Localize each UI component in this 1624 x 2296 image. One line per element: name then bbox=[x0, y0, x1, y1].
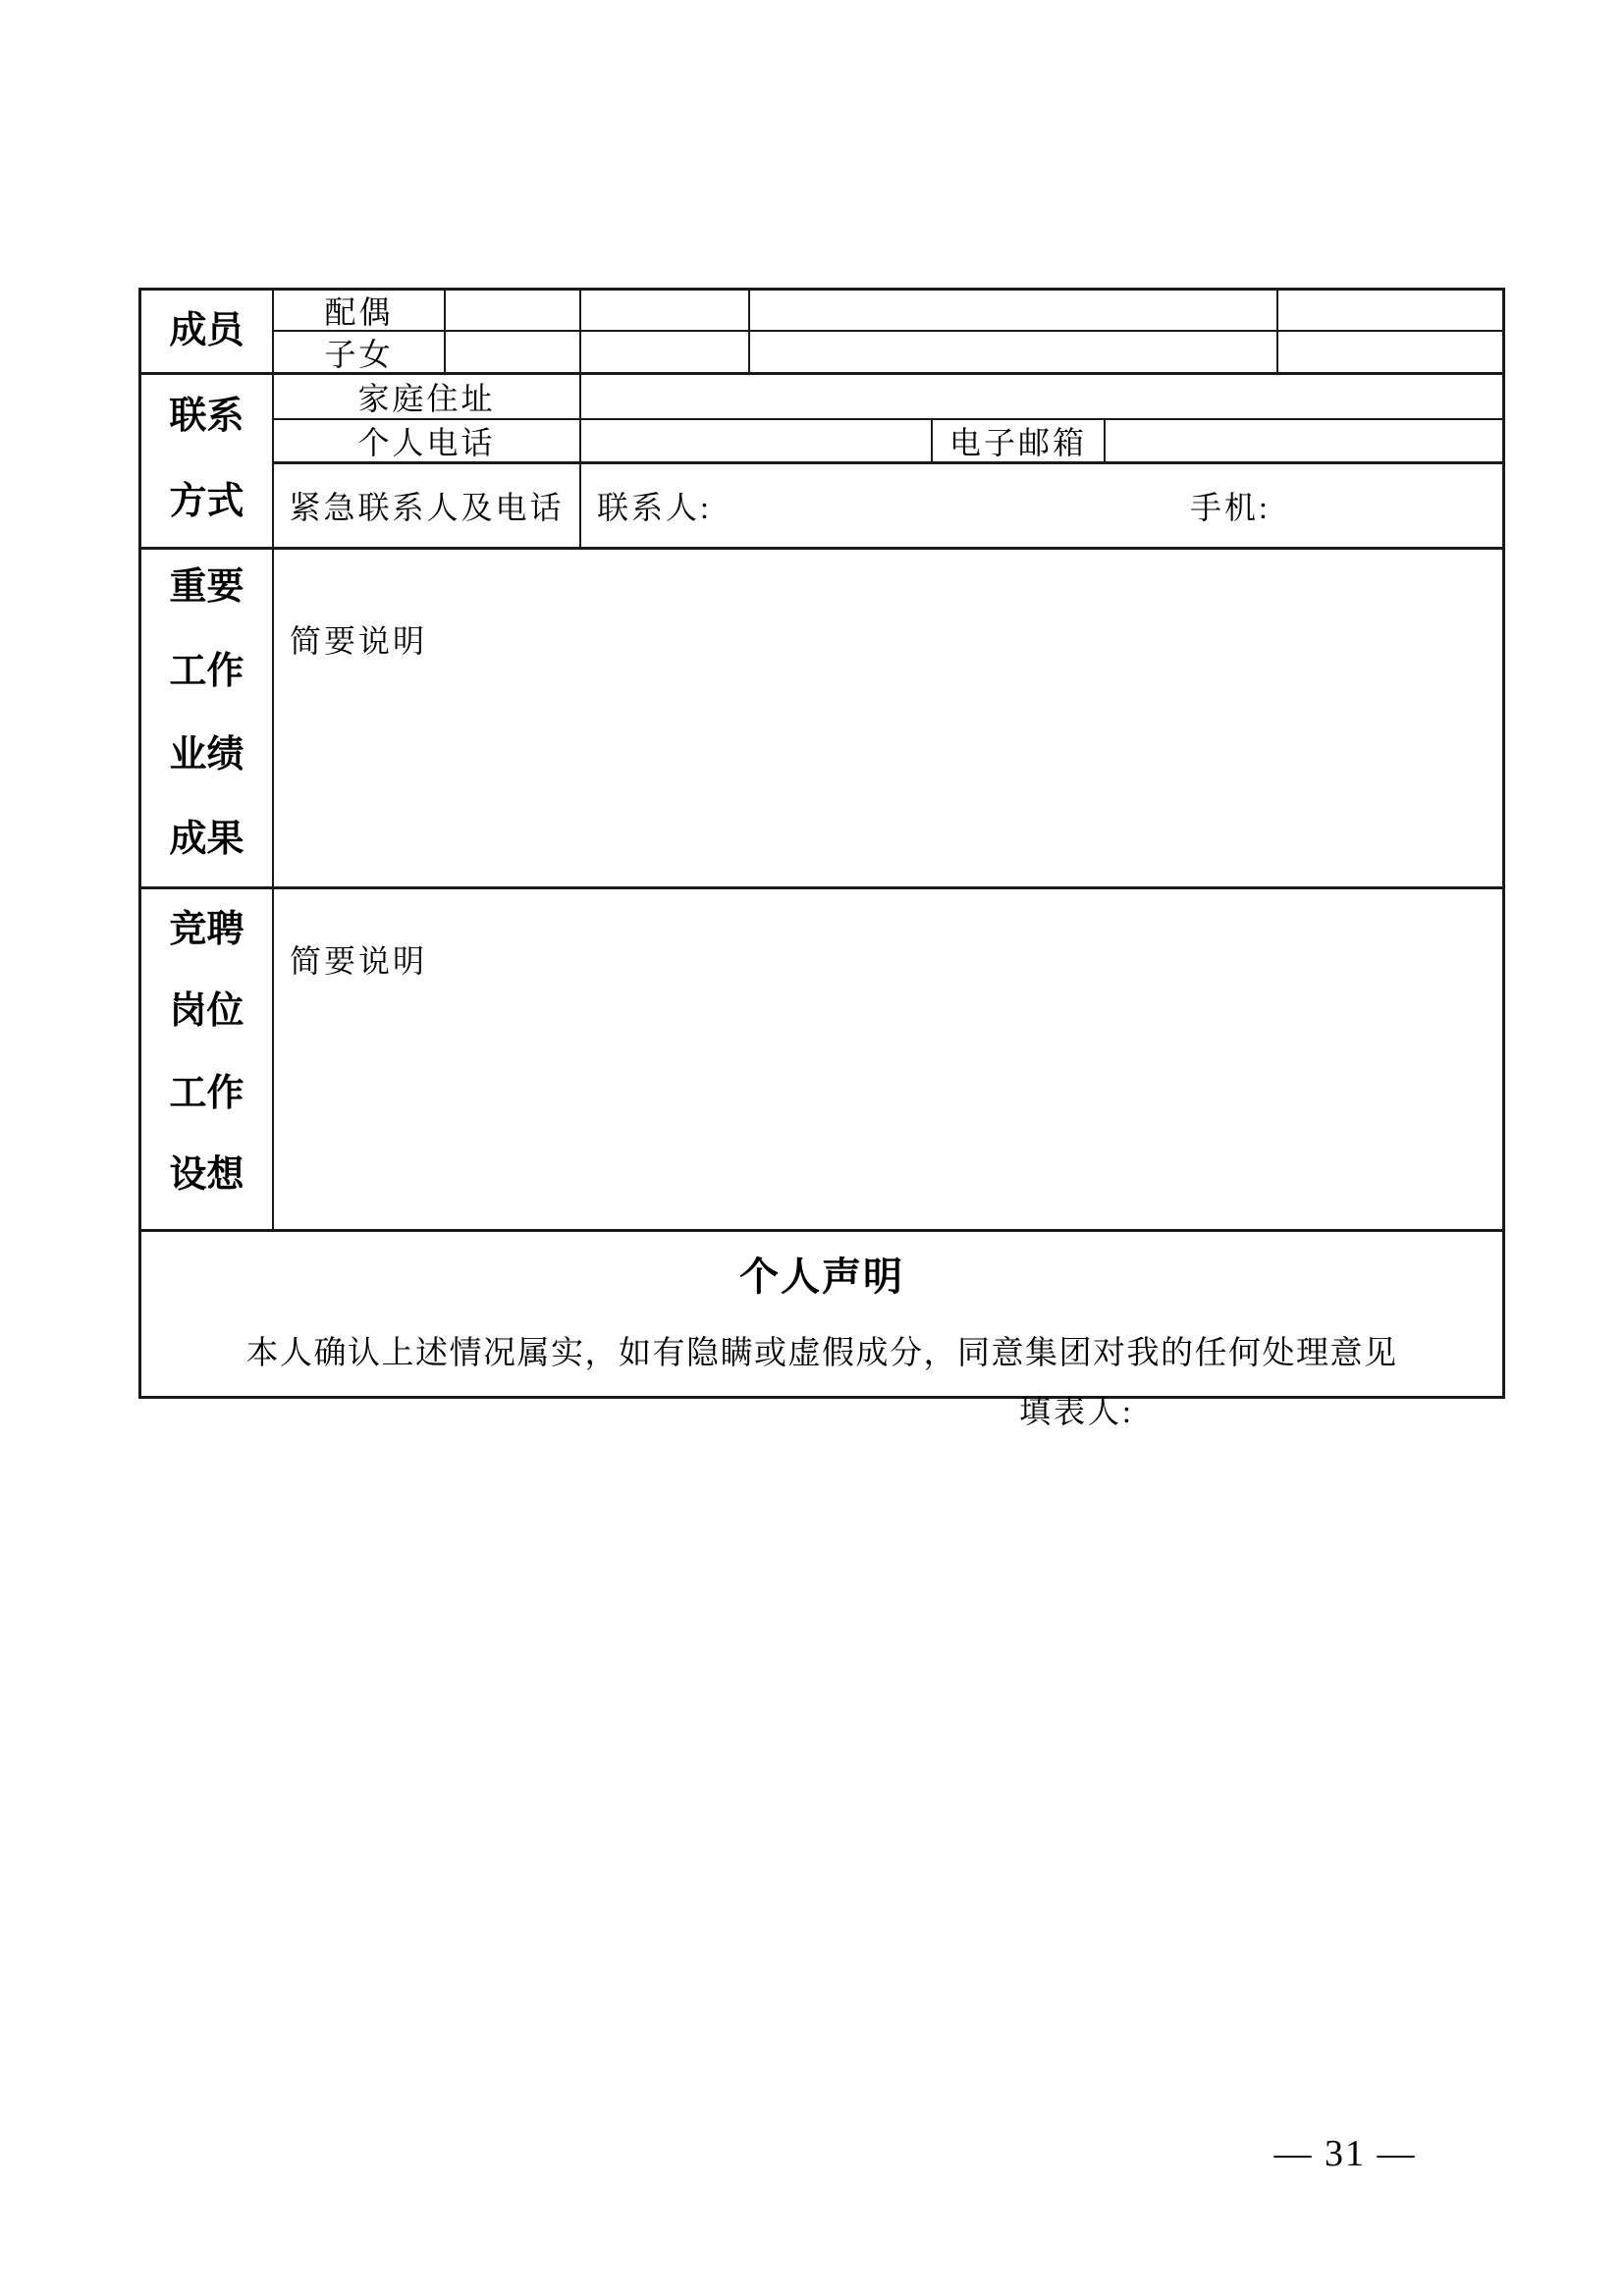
table-row bbox=[274, 420, 1502, 464]
email-label: 电子邮箱 bbox=[933, 420, 1106, 461]
form-filler-label: 填表人: bbox=[1019, 1394, 1134, 1429]
plan-label-line1: 竞聘 bbox=[169, 909, 244, 950]
family-members-rows bbox=[274, 291, 1502, 372]
contact-label-line1: 联系 bbox=[169, 396, 244, 437]
table-row bbox=[274, 291, 1502, 332]
work-achievements-section bbox=[141, 550, 1502, 889]
home-address-label: 家庭住址 bbox=[274, 375, 581, 418]
declaration-cell bbox=[141, 1232, 1502, 1429]
declaration-title: 个人声明 bbox=[739, 1255, 904, 1299]
contact-label-line2: 方式 bbox=[169, 481, 244, 523]
children-cell-2[interactable] bbox=[581, 332, 750, 372]
email-value-cell[interactable] bbox=[1106, 420, 1502, 461]
page-number: — 31 — bbox=[1273, 2133, 1417, 2174]
home-address-value-cell[interactable] bbox=[581, 375, 1502, 418]
table-row bbox=[274, 375, 1502, 420]
contact-info-section bbox=[141, 375, 1502, 550]
children-cell-4[interactable] bbox=[1278, 332, 1502, 372]
personal-phone-label: 个人电话 bbox=[274, 420, 581, 461]
declaration-body-text: 本人确认上述情况属实，如有隐瞒或虚假成分，同意集团对我的任何处理意见 bbox=[245, 1336, 1398, 1371]
table-row bbox=[274, 332, 1502, 372]
achievements-label-line3: 业绩 bbox=[169, 734, 244, 776]
children-cell-1[interactable] bbox=[446, 332, 581, 372]
family-members-section bbox=[141, 291, 1502, 375]
achievements-label-line2: 工作 bbox=[169, 650, 244, 692]
emergency-contact-label: 紧急联系人及电话 bbox=[274, 464, 581, 547]
contact-info-rows bbox=[274, 375, 1502, 547]
emergency-contact-value-area[interactable] bbox=[581, 464, 1502, 547]
achievements-content-area[interactable] bbox=[274, 550, 1502, 886]
children-row-label: 子女 bbox=[274, 332, 446, 372]
achievements-label-line1: 重要 bbox=[169, 566, 244, 608]
position-plan-row-label bbox=[141, 889, 274, 1229]
position-plan-content-area[interactable] bbox=[274, 889, 1502, 1229]
achievements-hint-text: 简要说明 bbox=[290, 623, 428, 659]
plan-label-line3: 工作 bbox=[169, 1072, 244, 1114]
personnel-form-table bbox=[138, 288, 1505, 1429]
plan-label-line2: 岗位 bbox=[169, 990, 244, 1033]
family-members-row-label bbox=[141, 291, 274, 372]
table-row bbox=[274, 464, 1502, 547]
emergency-mobile-label: 手机: bbox=[1190, 490, 1271, 525]
spouse-row-label: 配偶 bbox=[274, 291, 446, 330]
spouse-cell-4[interactable] bbox=[1278, 291, 1502, 330]
declaration-section bbox=[141, 1232, 1502, 1429]
personal-phone-value-cell[interactable] bbox=[581, 420, 933, 461]
contact-info-row-label bbox=[141, 375, 274, 547]
children-cell-3[interactable] bbox=[750, 332, 1278, 372]
emergency-person-label: 联系人: bbox=[597, 490, 712, 525]
position-plan-section bbox=[141, 889, 1502, 1232]
family-members-label-text: 成员 bbox=[169, 309, 244, 351]
achievements-label-line4: 成果 bbox=[169, 819, 244, 861]
spouse-cell-1[interactable] bbox=[446, 291, 581, 330]
spouse-cell-2[interactable] bbox=[581, 291, 750, 330]
work-achievements-row-label bbox=[141, 550, 274, 886]
position-plan-hint-text: 简要说明 bbox=[290, 943, 428, 979]
spouse-cell-3[interactable] bbox=[750, 291, 1278, 330]
plan-label-line4: 设想 bbox=[169, 1154, 244, 1197]
